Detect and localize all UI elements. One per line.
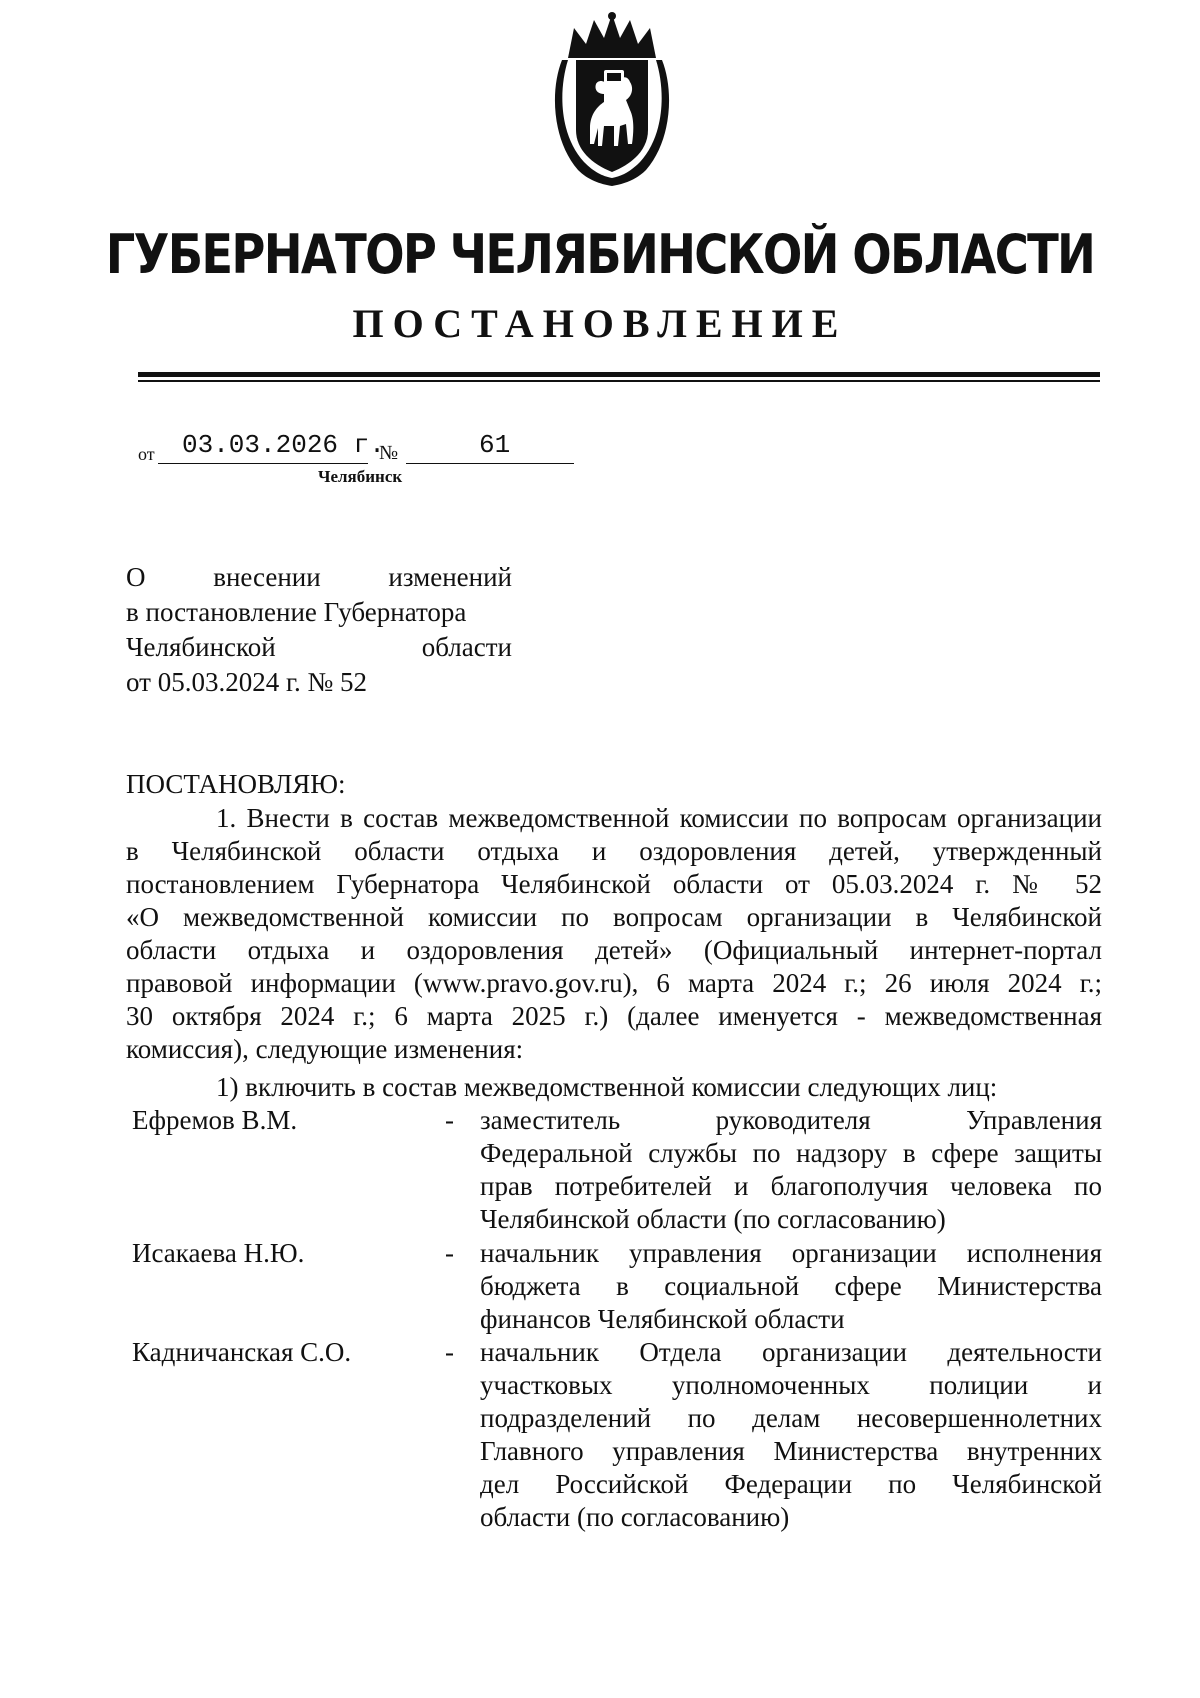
from-label: от [138, 444, 155, 464]
decree-heading: ПОСТАНОВЛЯЮ: [126, 769, 346, 799]
city-name: Челябинск [318, 467, 403, 486]
paragraph-line: правовой информации (www.pravo.gov.ru), 6 марта 2024 г.; 26 июля 2024 г.; [126, 968, 1102, 998]
role-line: дел Российской Федерации по Челябинской [480, 1469, 1102, 1499]
member-role [480, 1336, 1102, 1534]
date-underline [158, 463, 368, 464]
paragraph-line: постановлением Губернатора Челябинской области от 05.03.2024 г. № 52 [126, 869, 1102, 899]
member-name: Кадничанская С.О. [132, 1337, 352, 1367]
role-line: финансов Челябинской области [480, 1304, 845, 1334]
role-line: Федеральной службы по надзору в сфере защиты [480, 1138, 1102, 1168]
document-number: 61 [479, 430, 511, 460]
member-role [480, 1237, 1102, 1336]
date-number-line [138, 430, 578, 470]
role-line: Челябинской области (по согласованию) [480, 1204, 946, 1234]
paragraph-line: 30 октября 2024 г.; 6 марта 2025 г.) (далее именуется - межведомственная [126, 1001, 1102, 1031]
organization-title: ГУБЕРНАТОР ЧЕЛЯБИНСКОЙ ОБЛАСТИ [105, 223, 1095, 286]
number-underline [406, 463, 574, 464]
paragraph-line: области отдыха и оздоровления детей» (Официальный интернет-портал [126, 935, 1102, 965]
header-rule-thick [138, 372, 1100, 377]
role-line: начальник Отдела организации деятельности [480, 1337, 1102, 1367]
number-label: № [379, 442, 399, 464]
header-rule-thin [138, 380, 1100, 382]
member-dash: - [445, 1337, 454, 1367]
subject-line-4: от 05.03.2024 г. № 52 [126, 667, 367, 697]
role-line: подразделений по делам несовершеннолетних [480, 1403, 1102, 1433]
member-dash: - [445, 1238, 454, 1268]
role-line: начальник управления организации исполнения [480, 1238, 1102, 1268]
chelyabinsk-coat-of-arms-icon [548, 10, 676, 190]
paragraph-line: 1. Внести в состав межведомственной комиссии по вопросам организации [216, 803, 1102, 833]
subject-line-2: в постановление Губернатора [126, 597, 467, 627]
document-subject [126, 560, 512, 700]
role-line: прав потребителей и благополучия человека по [480, 1171, 1102, 1201]
role-line: заместитель руководителя Управления [480, 1105, 1102, 1135]
document-date: 03.03.2026 г. [182, 430, 385, 460]
role-line: участковых уполномоченных полиции и [480, 1370, 1102, 1400]
paragraph-line: в Челябинской области отдыха и оздоровления детей, утвержденный [126, 836, 1102, 866]
member-name: Исакаева Н.Ю. [132, 1238, 305, 1268]
role-line: бюджета в социальной сфере Министерства [480, 1271, 1102, 1301]
subject-word: О [126, 562, 146, 592]
document-type: ПОСТАНОВЛЕНИЕ [352, 301, 848, 346]
member-name: Ефремов В.М. [132, 1105, 298, 1135]
subject-word: Челябинской [126, 632, 276, 662]
subject-word: внесении [213, 562, 321, 592]
role-line: Главного управления Министерства внутренних [480, 1436, 1102, 1466]
subject-word: изменений [388, 562, 512, 592]
paragraph-line: «О межведомственной комиссии по вопросам организации в Челябинской [126, 902, 1102, 932]
subject-line-3 [126, 630, 512, 665]
member-dash: - [445, 1105, 454, 1135]
role-line: области (по согласованию) [480, 1502, 790, 1532]
subject-line-1 [126, 560, 512, 595]
paragraph-line: комиссия), следующие изменения: [126, 1034, 524, 1064]
member-role [480, 1104, 1102, 1236]
subject-word: области [421, 632, 512, 662]
paragraph-2: 1) включить в состав межведомственной комиссии следующих лиц: [216, 1072, 998, 1102]
paragraph-1 [126, 802, 1102, 1066]
